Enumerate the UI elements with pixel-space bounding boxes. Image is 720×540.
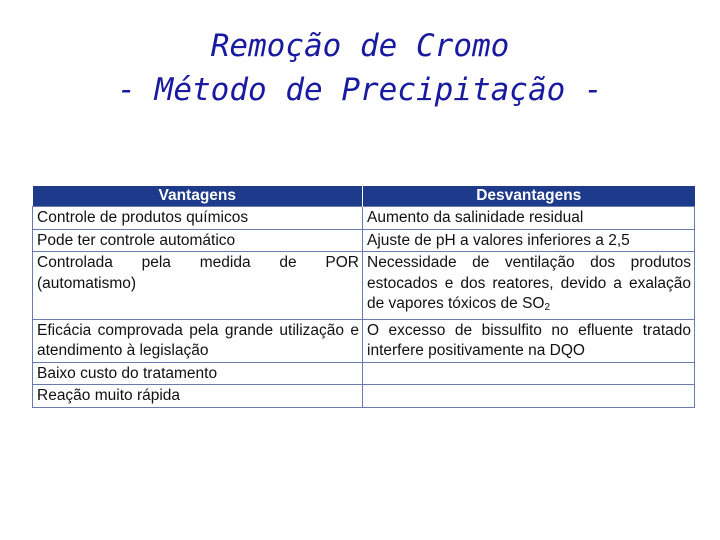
disadvantage-cell: O excesso de bissulfito no efluente tratado interfere positivamente na DQO <box>363 319 695 362</box>
comparison-table <box>32 186 695 408</box>
disadvantage-cell: Ajuste de pH a valores inferiores a 2,5 <box>363 229 695 252</box>
table-row <box>33 229 695 252</box>
advantage-cell: Controlada pela medida de POR (automatismo) <box>33 252 363 320</box>
disadvantage-cell-empty <box>363 385 695 408</box>
advantage-cell: Eficácia comprovada pela grande utilização e atendimento à legislação <box>33 319 363 362</box>
title-line-2: - Método de Precipitação - <box>117 72 603 108</box>
table-row <box>33 385 695 408</box>
advantage-cell: Reação muito rápida <box>33 385 363 408</box>
disadvantage-cell-empty <box>363 362 695 385</box>
advantage-cell: Pode ter controle automático <box>33 229 363 252</box>
disadvantage-cell <box>363 252 695 320</box>
table-row <box>33 319 695 362</box>
advantage-cell: Baixo custo do tratamento <box>33 362 363 385</box>
header-desvantagens: Desvantagens <box>363 186 695 207</box>
title-line-1: Remoção de Cromo <box>210 28 510 64</box>
disadvantage-text: Necessidade de ventilação dos produtos estocados e dos reatores, devido a exalação de vapores tóxicos de SO <box>367 254 691 312</box>
table-row <box>33 362 695 385</box>
slide-title <box>0 24 720 112</box>
advantage-cell: Controle de produtos químicos <box>33 207 363 230</box>
subscript-2: 2 <box>544 302 551 313</box>
table-row <box>33 252 695 320</box>
header-vantagens: Vantagens <box>33 186 363 207</box>
table-row <box>33 207 695 230</box>
disadvantage-cell: Aumento da salinidade residual <box>363 207 695 230</box>
table-header-row <box>33 186 695 207</box>
